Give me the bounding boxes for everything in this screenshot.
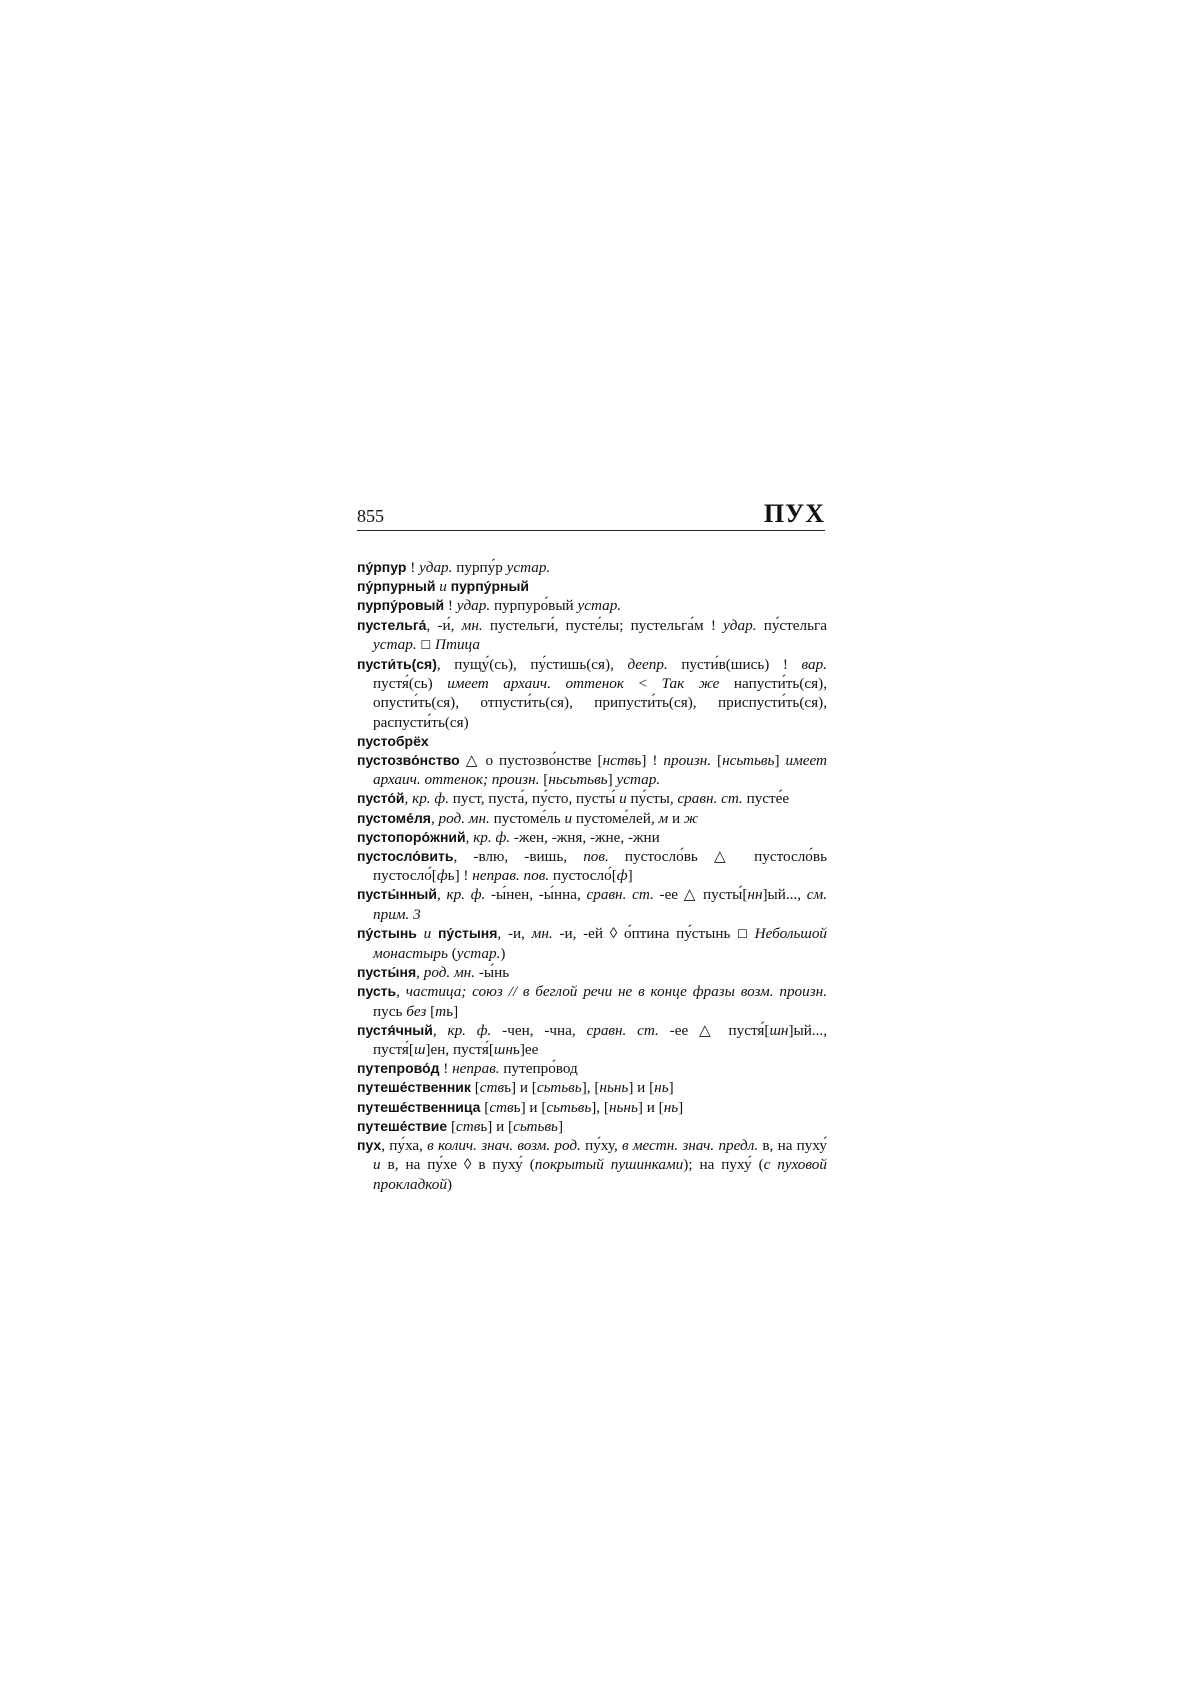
entry-label: нн — [747, 886, 763, 904]
entry-label: имеет архаич. оттенок; произн. — [373, 752, 828, 789]
entry-text: , -и, — [497, 924, 532, 942]
entry-text: -ы́нь — [475, 964, 510, 982]
entry-text: △ о пустозво́нстве [ — [459, 752, 603, 770]
entry-label: в колич. знач. возм. род. — [427, 1137, 581, 1155]
entry-text: ь — [446, 1002, 454, 1020]
dictionary-entry — [357, 577, 827, 596]
entry-text: , — [416, 964, 424, 982]
entry-label: ж — [683, 809, 699, 827]
entry-label: кр. ф. — [473, 828, 511, 846]
entry-text: ], [ — [581, 1079, 600, 1097]
running-head: ПУХ — [763, 499, 825, 528]
dictionary-entry — [357, 847, 827, 885]
dictionary-entry — [357, 828, 827, 847]
entry-label: нь — [654, 1079, 669, 1097]
entry-headword: пурпу́ровый — [357, 597, 445, 614]
entry-text: < — [623, 675, 662, 693]
entry-text: пустосло́[ — [549, 867, 617, 885]
dictionary-entry — [357, 1059, 827, 1078]
entry-headword: пустя́чный — [357, 1021, 433, 1038]
entry-label: Так же — [661, 675, 720, 693]
entry-text: [ — [539, 771, 549, 789]
entry-headword: пустозво́нство — [357, 752, 460, 769]
entry-headword: путеше́ственница — [357, 1098, 481, 1115]
entry-text: ] и [ — [520, 1098, 547, 1116]
entry-headword: пу́рпурный — [357, 578, 436, 595]
entry-text: ь — [504, 1079, 511, 1097]
dictionary-entry — [357, 1136, 827, 1194]
entry-text: [ — [447, 1117, 457, 1135]
entry-label: удар. — [456, 597, 491, 615]
entry-label: имеет архаич. оттенок — [447, 675, 624, 693]
entry-label: неправ. — [452, 1060, 500, 1078]
dictionary-entry — [357, 982, 827, 1020]
entry-label: сьтьвь — [513, 1117, 558, 1135]
entry-text: пустосло́вь △ пустосло́вь пустосло́[ — [373, 848, 827, 885]
entry-text: напусти́ть(ся), опусти́ть(ся), отпусти́ть(ся), припусти́ть(ся), приспусти́ть(ся), распусти́ть(ся) — [373, 675, 827, 731]
entry-label: ф — [436, 867, 448, 885]
entry-label: ньнь — [608, 1098, 638, 1116]
entry-text: -жен, -жня, -жне, -жни — [510, 828, 660, 846]
dictionary-entry — [357, 809, 827, 828]
dictionary-entry — [357, 596, 827, 615]
entry-text: ] ! — [641, 752, 664, 770]
entry-text: , — [404, 790, 413, 808]
entry-text: пустя́(сь) — [373, 675, 448, 693]
entry-label: с пуховой прокладкой — [373, 1156, 827, 1193]
entry-text: -ее △ пустя́[ — [658, 1021, 770, 1039]
entry-label: Птица — [435, 635, 480, 653]
entry-text: , — [430, 809, 439, 827]
entry-label: устар. — [506, 559, 551, 576]
entry-label: сьтьвь — [546, 1098, 592, 1116]
entry-text: ] и [ — [637, 1098, 664, 1116]
entry-label: кр. ф. — [446, 886, 486, 904]
entry-text: в, на пуху́ — [758, 1137, 828, 1155]
entry-headword: пустобрёх — [357, 732, 429, 749]
entry-label: покрытый пушинками — [534, 1156, 684, 1174]
entry-label: удар. — [723, 616, 757, 634]
entry-label: пов. — [583, 848, 609, 866]
entry-label: устар. — [373, 635, 417, 653]
entry-text: ]ее — [519, 1041, 539, 1059]
dictionary-entry — [357, 655, 827, 732]
entry-label: мн. — [461, 616, 483, 634]
entry-label: шн — [769, 1021, 789, 1039]
entry-label: вар. — [801, 656, 827, 674]
entry-text: ); на пуху́ ( — [683, 1156, 764, 1174]
entry-text: [ — [470, 1079, 480, 1097]
entry-label: ф — [616, 867, 628, 885]
entry-text: ] — [627, 867, 633, 885]
entry-label: кр. ф. — [412, 790, 449, 808]
entry-label: устар. — [616, 771, 661, 789]
entry-text: ь — [480, 1117, 488, 1135]
entry-text: пустоме́лей, — [572, 809, 659, 827]
entry-label: сравн. ст. — [586, 886, 654, 904]
entry-text: ь — [634, 752, 642, 770]
entry-headword: пустопоро́жний — [357, 828, 466, 845]
dictionary-entry — [357, 1078, 827, 1097]
dictionary-entry — [357, 558, 827, 577]
entry-text: ! — [444, 597, 457, 615]
entry-label: частица; союз // в беглой речи не в конце фразы возм. произн. — [405, 983, 827, 1001]
entry-text: пустоме́ль — [489, 809, 565, 827]
entry-text: пустельги́, пусте́лы; пустельга́м ! — [482, 616, 724, 634]
entry-text: ь — [512, 1041, 520, 1059]
entry-label: и — [416, 924, 438, 942]
definition-box-icon: ☐ — [737, 926, 755, 941]
entry-text: , — [465, 828, 474, 846]
entry-text: пусте́е — [742, 790, 790, 808]
entry-text: ]ен, пустя́[ — [425, 1041, 494, 1059]
entry-headword: пусты́нный — [357, 886, 437, 903]
entry-text: ] и [ — [511, 1079, 537, 1097]
entry-label: деепр. — [627, 656, 668, 674]
entry-text: [ — [711, 752, 723, 770]
entry-text: ! — [406, 559, 420, 576]
dictionary-entries — [357, 558, 827, 1194]
entry-text: пурпу́р — [452, 559, 507, 576]
entry-headword: пусти́ть(ся) — [357, 656, 437, 673]
entry-label: род. мн. — [438, 809, 490, 827]
entry-label: шн — [493, 1041, 513, 1059]
entry-label: устар. — [456, 945, 501, 963]
entry-label: сьтьвь — [536, 1079, 582, 1097]
entry-label: ств — [489, 1098, 514, 1116]
entry-text: ] — [668, 1079, 674, 1097]
dictionary-entry — [357, 789, 827, 808]
entry-label: сравн. ст. — [677, 790, 743, 808]
entry-label: ств — [456, 1117, 481, 1135]
entry-headword: пурпу́рный — [450, 578, 530, 595]
entry-text: ] — [774, 752, 786, 770]
entry-text: ], [ — [591, 1098, 609, 1116]
entry-text: ] — [453, 1002, 459, 1020]
dictionary-entry — [357, 616, 827, 655]
entry-text: ) — [500, 945, 506, 963]
entry-label: произн. — [663, 752, 712, 770]
entry-headword: пусты́ня — [357, 964, 417, 981]
entry-label: удар. — [419, 559, 453, 576]
entry-text: , — [436, 886, 447, 904]
entry-text: , — [432, 1021, 448, 1039]
entry-text: ] ! — [454, 867, 473, 885]
dictionary-entry — [357, 751, 827, 789]
entry-label: и — [435, 578, 451, 596]
entry-text: [ — [426, 1002, 436, 1020]
entry-text: путепро́вод — [499, 1060, 578, 1078]
entry-text: ь — [513, 1098, 521, 1116]
entry-text: пусь — [373, 1002, 407, 1020]
entry-label: устар. — [577, 597, 622, 615]
entry-text: ] и [ — [487, 1117, 514, 1135]
entry-label: мн. — [531, 924, 553, 942]
entry-text: [ — [480, 1098, 490, 1116]
entry-text: , — [396, 983, 406, 1001]
entry-text: пу́сты, — [626, 790, 678, 808]
dictionary-entry — [357, 924, 827, 963]
entry-label: и — [373, 1156, 381, 1174]
entry-label: ньсьтьвь — [548, 771, 608, 789]
entry-headword: пу́рпур — [357, 559, 407, 575]
entry-text: пусти́в(шись) ! — [667, 656, 802, 674]
dictionary-entry — [357, 963, 827, 982]
entry-label: и — [619, 790, 627, 808]
dictionary-entry — [357, 1117, 827, 1136]
entry-headword: путеше́ствие — [357, 1117, 448, 1134]
page-number: 855 — [357, 506, 384, 526]
entry-headword: пу́стыня — [437, 924, 498, 941]
dictionary-entry — [357, 732, 827, 751]
entry-text: пу́стельга — [756, 616, 828, 634]
entry-text: ] и [ — [628, 1079, 655, 1097]
entry-text: -и, -ей ◊ о́птина пу́стынь — [552, 924, 738, 942]
entry-text: ( — [447, 945, 457, 963]
entry-label: сравн. ст. — [586, 1021, 659, 1039]
entry-label: т — [435, 1002, 447, 1020]
entry-label: неправ. пов. — [472, 867, 550, 885]
dictionary-entry — [357, 885, 827, 923]
entry-text: ) — [447, 1175, 453, 1193]
entry-text: ] — [557, 1117, 564, 1135]
entry-headword: путеше́ственник — [357, 1079, 471, 1096]
entry-label: ств — [479, 1079, 505, 1097]
entry-text: , -влю, -вишь, — [453, 848, 584, 866]
entry-headword: пустосло́вить — [357, 848, 454, 865]
entry-text: ] — [678, 1098, 684, 1116]
entry-text: , пу́ха, — [381, 1137, 428, 1155]
entry-text: пу́ху, — [580, 1137, 622, 1155]
entry-text: пуст, пуста́, пу́сто, пусты́ — [448, 790, 620, 808]
page-header — [357, 500, 825, 531]
entry-headword: путепрово́д — [357, 1060, 440, 1077]
entry-label: м — [658, 809, 669, 827]
entry-text: , -и́, — [426, 616, 462, 634]
entry-text: ] — [607, 771, 617, 789]
entry-text: и — [668, 809, 684, 827]
entry-text: -ы́нен, -ы́нна, — [485, 886, 587, 904]
entry-label: и — [564, 809, 573, 827]
entry-label: нсьтьвь — [722, 752, 775, 770]
entry-label: ш — [413, 1041, 426, 1059]
entry-headword: пустельга́ — [357, 616, 427, 633]
entry-headword: пустоме́ля — [357, 809, 431, 826]
entry-label: см. прим. 3 — [373, 886, 828, 923]
entry-text: ]ый..., — [762, 886, 807, 904]
entry-text: , пущу́(сь), пу́стишь(ся), — [436, 656, 628, 674]
entry-headword: пусть — [357, 983, 397, 1000]
entry-text: ]ый..., пустя́[ — [373, 1021, 828, 1059]
entry-text: пурпуро́вый — [490, 597, 578, 615]
entry-label: нь — [663, 1098, 679, 1116]
entry-headword: пу́стынь — [357, 924, 417, 941]
entry-label: в местн. знач. предл. — [621, 1137, 759, 1155]
entry-text: -чен, -чна, — [491, 1021, 587, 1039]
entry-text: -ее △ пусты́[ — [653, 886, 748, 904]
definition-box-icon: ☐ — [416, 637, 436, 652]
entry-text: ь — [447, 867, 455, 885]
entry-label: нств — [602, 752, 635, 770]
entry-text: ! — [439, 1060, 453, 1078]
dictionary-entry — [357, 1021, 827, 1059]
entry-label: кр. ф. — [447, 1021, 492, 1039]
entry-label: ньнь — [599, 1079, 629, 1097]
entry-label: род. мн. — [423, 964, 476, 982]
entry-label: Небольшой монастырь — [373, 924, 828, 963]
entry-headword: пусто́й — [357, 790, 405, 807]
entry-text: в, на пу́хе ◊ в пуху́ ( — [380, 1156, 535, 1174]
dictionary-entry — [357, 1098, 827, 1117]
entry-headword: пух — [357, 1137, 382, 1154]
entry-label: без — [406, 1002, 427, 1020]
